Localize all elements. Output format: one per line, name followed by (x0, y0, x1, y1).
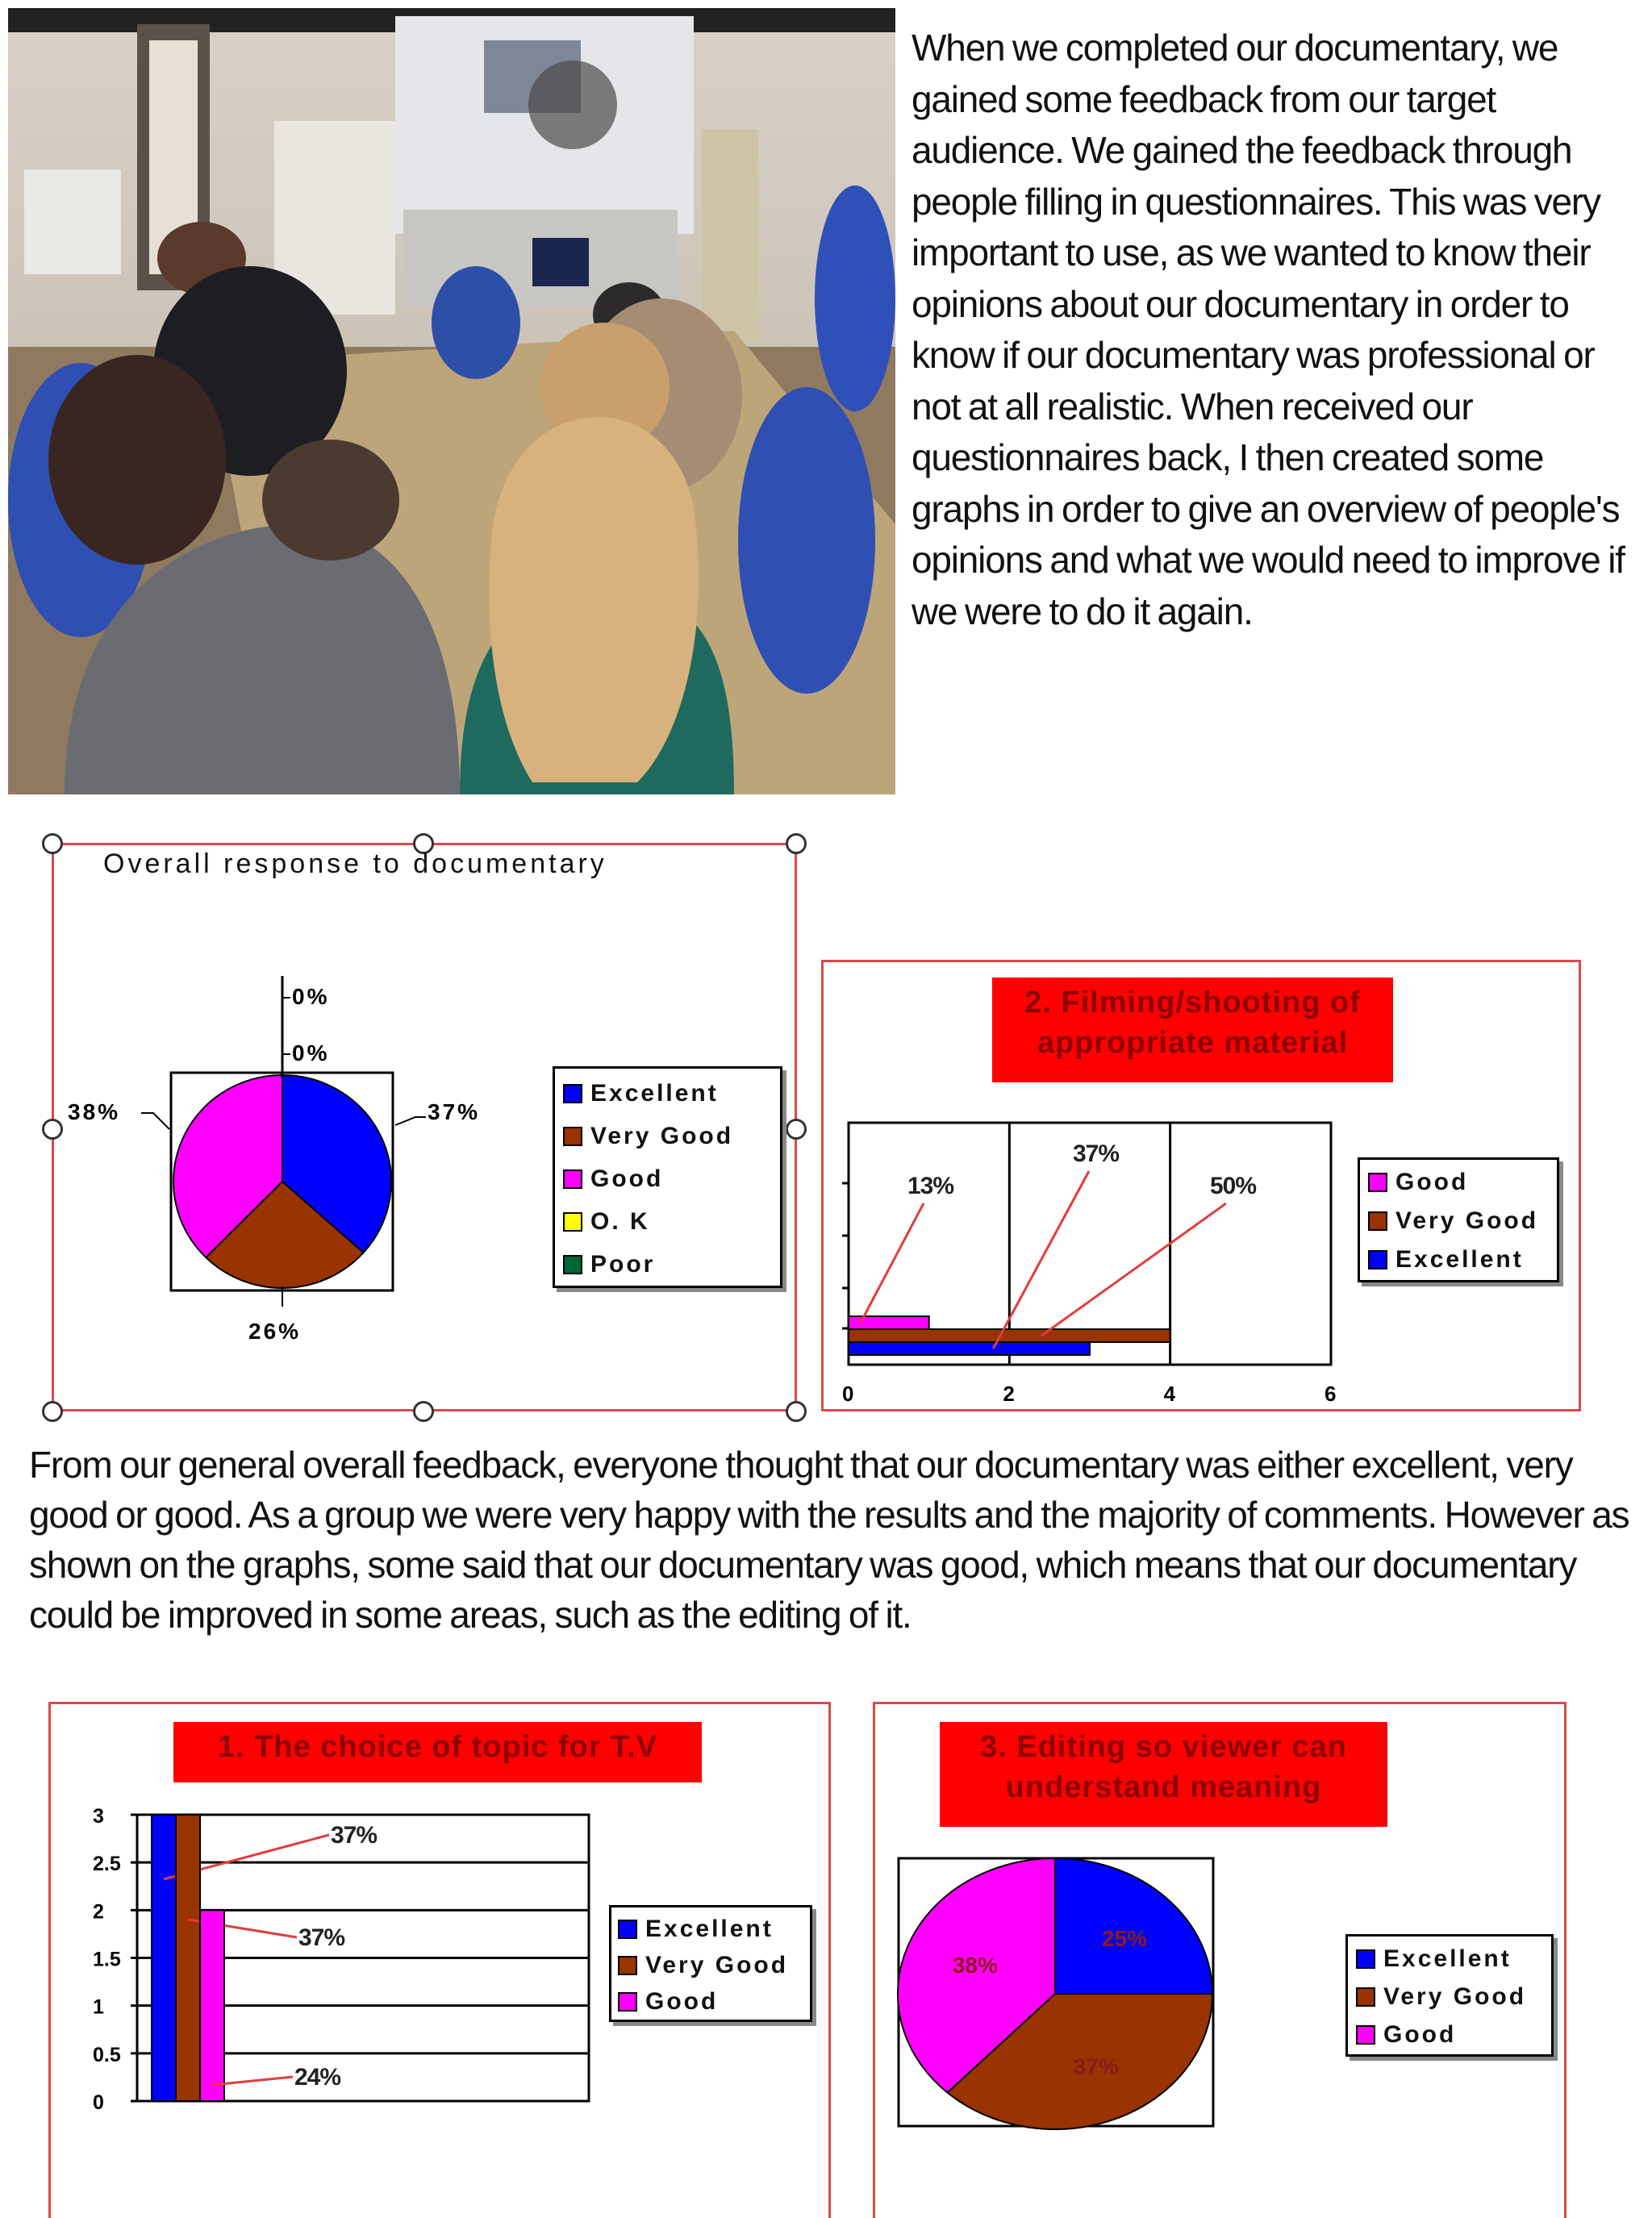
topic-chart-title: 1. The choice of topic for T.V (173, 1722, 702, 1782)
swatch-ok (563, 1212, 582, 1232)
resize-handle-bottom[interactable] (413, 1401, 434, 1422)
pie1-label-poor: 0% (292, 984, 330, 1009)
y-tick-label: 2 (93, 1900, 104, 1924)
x-tick-label: 0 (842, 1382, 854, 1406)
resize-handle-right[interactable] (786, 1119, 807, 1140)
overall-legend (553, 1066, 782, 1288)
pie-slice-label: 37% (1073, 2053, 1119, 2079)
legend-item-ok: O. K (563, 1200, 772, 1243)
bar-value-label: 37% (298, 1924, 345, 1951)
bar-value-label: 50% (1210, 1173, 1257, 1199)
legend-item-very-good: Very Good (1368, 1202, 1549, 1240)
y-tick-label: 1.5 (93, 1948, 121, 1971)
legend-item-good: Good (1356, 2016, 1543, 2053)
swatch-excellent (1356, 1949, 1375, 1969)
editing-pie-area (895, 1855, 1218, 2129)
bar-very-good (176, 1815, 200, 2101)
swatch-very-good (618, 1956, 637, 1975)
x-tick-label: 6 (1325, 1382, 1337, 1406)
legend-item-very-good: Very Good (1356, 1978, 1543, 2016)
topic-bar-chart (65, 1799, 629, 2121)
y-tick-label: 0.5 (93, 2043, 121, 2066)
bar-very-good (849, 1329, 1170, 1342)
y-tick-label: 3 (93, 1805, 104, 1828)
legend-item-poor: Poor (563, 1243, 772, 1286)
pie1-label-good: 38% (68, 1099, 121, 1124)
overall-pie-area (48, 976, 481, 1355)
bar-value-label: 37% (331, 1822, 378, 1849)
legend-item-good: Good (618, 1983, 803, 2020)
legend-item-excellent: Excellent (618, 1911, 803, 1947)
legend-item-excellent: Excellent (1368, 1240, 1549, 1279)
pie1-label-verygood: 26% (248, 1319, 302, 1344)
swatch-very-good (1368, 1211, 1387, 1231)
bar-excellent (849, 1342, 1090, 1355)
swatch-excellent (563, 1084, 582, 1103)
x-tick-label: 4 (1163, 1382, 1176, 1406)
resize-handle-top-right[interactable] (786, 833, 807, 854)
legend-item-excellent: Excellent (1356, 1940, 1543, 1978)
topic-legend (609, 1905, 812, 2022)
swatch-poor (563, 1255, 582, 1274)
swatch-very-good (563, 1127, 582, 1146)
legend-item-excellent: Excellent (563, 1072, 772, 1115)
y-tick-label: 2.5 (93, 1853, 121, 1876)
editing-legend (1345, 1934, 1554, 2057)
filming-legend (1358, 1157, 1559, 1282)
editing-chart-title: 3. Editing so viewer can understand meaning (940, 1722, 1387, 1827)
pie-slice-label: 25% (1101, 1926, 1148, 1952)
resize-handle-top-left[interactable] (42, 833, 63, 854)
swatch-good (618, 1992, 637, 2012)
bar-good (200, 1910, 224, 2101)
swatch-excellent (1368, 1250, 1387, 1270)
pie1-label-ok: 0% (292, 1040, 330, 1065)
overall-chart-title: Overall response to documentary (103, 848, 607, 879)
filming-chart-title: 2. Filming/shooting of appropriate material (992, 978, 1393, 1082)
legend-item-good: Good (1368, 1163, 1549, 1202)
filming-bar-chart (831, 1113, 1337, 1407)
swatch-very-good (1356, 1987, 1375, 2007)
pie-slice-label: 38% (952, 1953, 998, 1978)
swatch-good (563, 1169, 582, 1189)
bar-value-label: 37% (1073, 1140, 1120, 1167)
pie1-label-excellent: 37% (428, 1099, 481, 1124)
y-tick-label: 0 (93, 2091, 104, 2114)
swatch-excellent (618, 1920, 637, 1939)
feedback-paragraph: From our general overall feedback, everyone thought that our documentary was either excellent, very good or good. As a group we were very happy with the results and the majority of comments. However as shown on the graphs, some said that our documentary was good, which means that our documentary could be improved in some areas, such as the editing of it. (29, 1444, 1629, 1636)
resize-handle-bottom-right[interactable] (786, 1401, 807, 1422)
y-tick-label: 1 (93, 1995, 104, 2019)
classroom-photo (8, 8, 895, 794)
bar-value-label: 24% (294, 2064, 341, 2091)
legend-item-very-good: Very Good (563, 1115, 772, 1157)
resize-handle-bottom-left[interactable] (42, 1401, 63, 1422)
intro-paragraph: When we completed our documentary, we gained some feedback from our target audience. We gained the feedback through people filling in questionnaires. This was very important to use, as we wanted to know their opinions about our documentary in order to know if our documentary was professional or not at all realistic. When received our questionnaires back, I then created some graphs in order to give an overview of people's opinions and what we would need to improve if we were to do it again. (912, 27, 1625, 632)
bar-excellent (152, 1815, 176, 2101)
legend-item-very-good: Very Good (618, 1947, 803, 1983)
legend-item-good: Good (563, 1157, 772, 1200)
x-tick-label: 2 (1003, 1382, 1015, 1406)
bar-value-label: 13% (907, 1173, 954, 1199)
swatch-good (1356, 2025, 1375, 2045)
swatch-good (1368, 1173, 1387, 1192)
